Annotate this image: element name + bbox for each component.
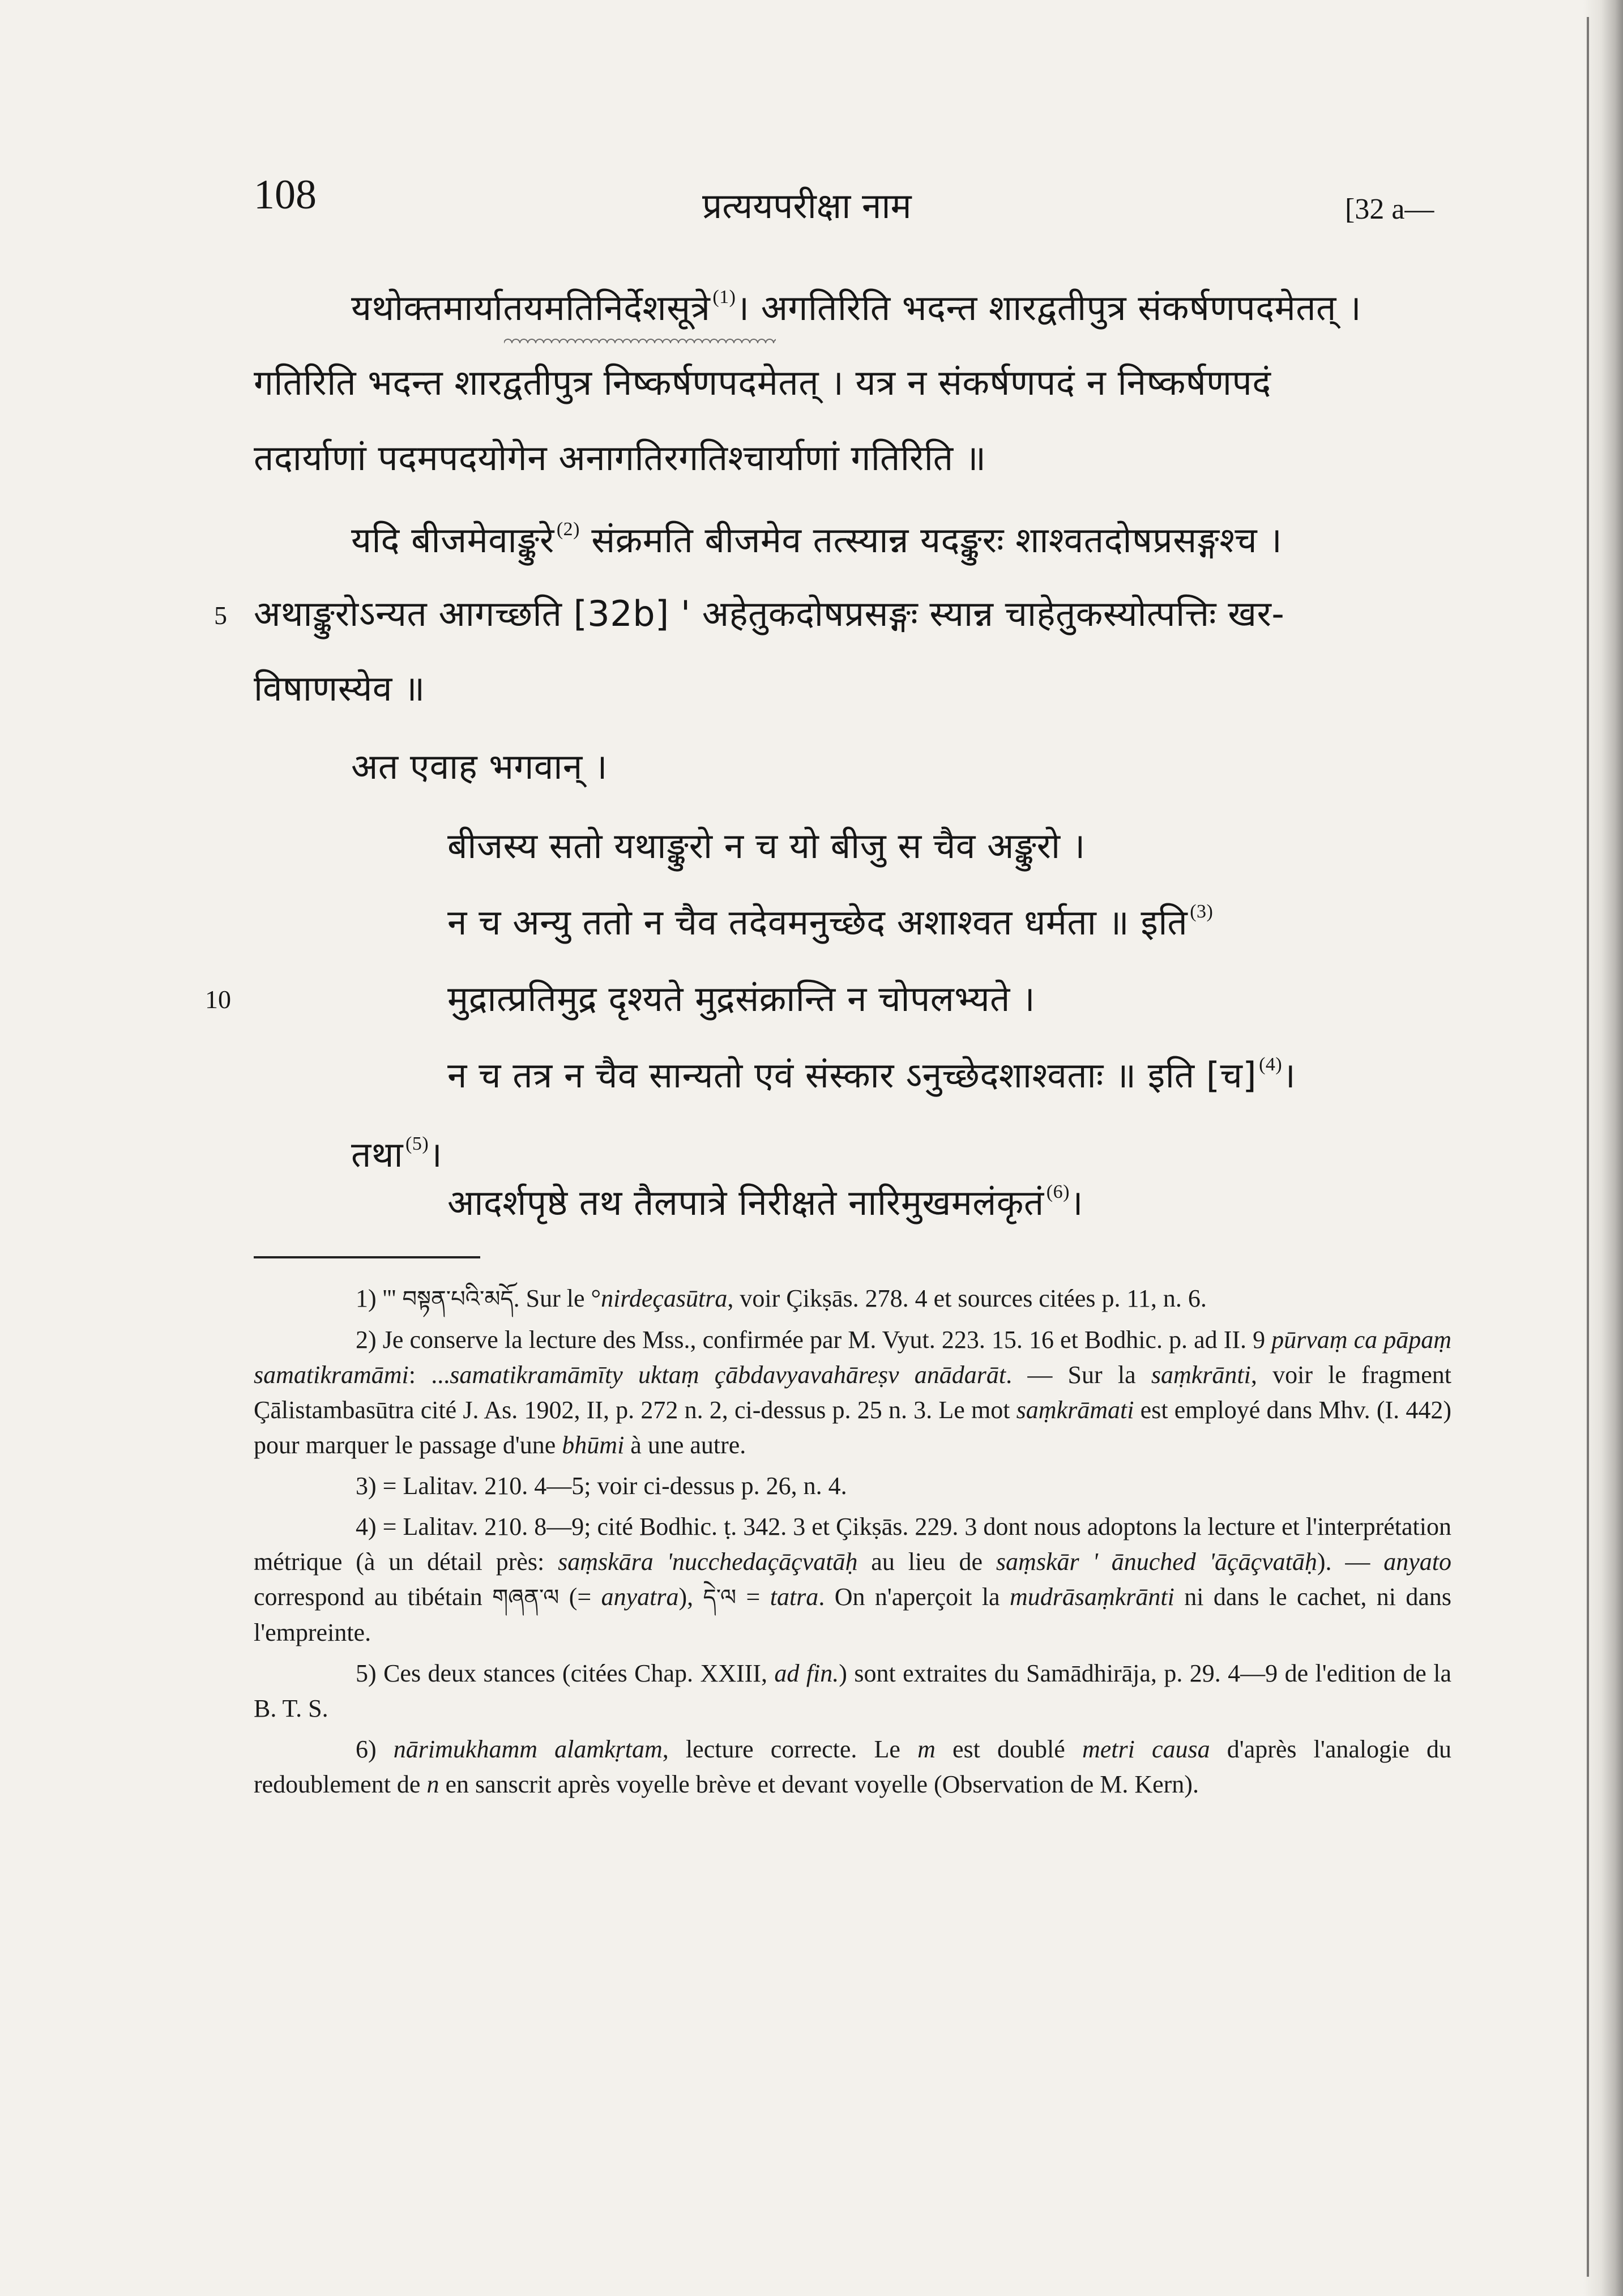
footnote-4: [254, 1509, 1451, 1650]
fn6-number: 6): [356, 1735, 394, 1763]
folio-reference: [32 a—: [1345, 193, 1434, 225]
sanskrit-line-5: अथाङ्कुरोऽन्यत आगच्छति [32b] ' अहेतुकदोषप्रसङ्गः स्यान्न चाहेतुकस्योत्पत्तिः खर-: [254, 593, 1285, 634]
line-number-5: 5: [214, 601, 227, 630]
fn6-text-b: , lecture correcte. Le: [662, 1735, 918, 1763]
running-head: प्रत्ययपरीक्षा नाम: [702, 185, 912, 227]
fn2-text-c: . — Sur la: [1006, 1361, 1151, 1389]
fn4-text-j: ni dans le cachet, ni dans l'empreinte.: [254, 1583, 1451, 1646]
fn4-text-d: correspond au tibétain: [254, 1583, 493, 1611]
sanskrit-line-1b: । अगतिरिति भदन्त शारद्वतीपुत्र संकर्षणपदमेतत् ।: [736, 287, 1362, 328]
sanskrit-line-7: अत एवाह भगवान् ।: [351, 746, 608, 787]
line-number-10: 10: [205, 985, 231, 1014]
fn4-italic-5: tatra: [770, 1583, 819, 1611]
footnote-3: 3) = Lalitav. 210. 4—5; voir ci-dessus p. 26, n. 4.: [356, 1472, 847, 1500]
footnote-marker-1: (1): [712, 287, 736, 308]
fn1-italic-1: nirdeçasūtra: [601, 1284, 728, 1312]
fn2-italic-2: samatikramāmīty uktaṃ çābdavyavahāreṣv anādarāt: [450, 1361, 1006, 1389]
wavy-underline: [504, 335, 776, 343]
fn5-text-b: ) sont extraites du Samādhirāja, p. 29. 4—9 de l'edition de la B. T. S.: [254, 1659, 1452, 1722]
page-number: 108: [254, 172, 317, 218]
fn6-text-d: d'après l'analogie du redoublement de: [254, 1735, 1451, 1798]
footnote-marker-2: (2): [556, 519, 580, 540]
fn6-italic-4: n: [426, 1770, 439, 1798]
sanskrit-line-2: गतिरिति भदन्त शारद्वतीपुत्र निष्कर्षणपदमेतत् । यत्र न संकर्षणपदं न निष्कर्षणपदं: [254, 362, 1271, 403]
scan-edge-line: [1587, 17, 1589, 2277]
fn2-text-f: à une autre.: [624, 1431, 746, 1459]
fn4-italic-4: anyatra: [601, 1583, 679, 1611]
sanskrit-line-1a: यथोक्तमार्यातयमतिनिर्देशसूत्रे: [351, 287, 711, 328]
sanskrit-line-6: विषाणस्येव ॥: [254, 668, 425, 709]
sanskrit-line-3: तदार्याणां पदमपदयोगेन अनागतिरगतिश्चार्याणां गतिरिति ॥: [254, 437, 986, 479]
fn4-tibetan-1: གཞན་ལ: [492, 1585, 559, 1611]
footnote-1: [254, 1281, 1451, 1317]
footnote-2: [254, 1322, 1451, 1463]
fn1-text-a: . Sur le °: [513, 1284, 601, 1312]
fn1-tibetan: བསྟན་པའི་མདོ: [402, 1286, 514, 1312]
sanskrit-line-8: [351, 1130, 442, 1177]
fn4-text-h: . On n'aperçoit la: [818, 1583, 1010, 1611]
fn2-text-e: est employé dans Mhv. (I. 442) pour marquer le passage d'une: [254, 1396, 1451, 1459]
sanskrit-line-4: [351, 515, 1282, 563]
fn4-text-b: au lieu de: [857, 1548, 996, 1576]
footnote-6: [254, 1732, 1451, 1802]
fn2-italic-5: bhūmi: [562, 1431, 625, 1459]
fn2-italic-4: saṃkrāmati: [1016, 1396, 1134, 1424]
fn4-text-f: ),: [678, 1583, 703, 1611]
fn6-text-e: en sanscrit après voyelle brève et devant voyelle (Observation de M. Kern).: [439, 1770, 1199, 1798]
fn4-italic-2: saṃskār ' ānuched 'āçāçvatāḥ: [996, 1548, 1317, 1576]
fn4-text-g: =: [736, 1583, 770, 1611]
fn6-text-c: est doublé: [935, 1735, 1082, 1763]
verse-line-4-text: न च तत्र न चैव सान्यतो एवं संस्कार ऽनुच्छेदशाश्वताः ॥ इति [च]: [447, 1055, 1257, 1096]
sanskrit-line-8-text: तथा: [351, 1134, 404, 1175]
fn1-text-b: , voir Çikṣās. 278. 4 et sources citées p. 11, n. 6.: [727, 1284, 1207, 1312]
fn4-italic-1: saṃskāra 'nucchedaçāçvatāḥ: [558, 1548, 858, 1576]
fn5-italic-1: ad fin.: [774, 1659, 839, 1687]
fn2-text-b: : ...: [408, 1361, 450, 1389]
footnote-marker-6: (6): [1046, 1181, 1070, 1202]
fn5-text-a: 5) Ces deux stances (citées Chap. XXIII,: [356, 1659, 775, 1687]
sanskrit-line-8-danda: ।: [429, 1134, 443, 1175]
fn2-text-a: 2) Je conserve la lecture des Mss., confirmée par M. Vyut. 223. 15. 16 et Bodhic. p. ad II. 9: [356, 1326, 1272, 1354]
fn1-number: 1) ''': [356, 1284, 403, 1312]
fn2-italic-1: pūrvaṃ ca pāpaṃ samatikramāmi: [254, 1326, 1452, 1389]
verse-line-5-danda: ।: [1069, 1182, 1083, 1223]
footnote-rule: [254, 1256, 480, 1258]
footnote-marker-5: (5): [405, 1133, 429, 1154]
fn2-text-d: , voir le fragment Çālistambasūtra cité J. As. 1902, II, p. 272 n. 2, ci-dessus p. 25 n. 3. Le mot: [254, 1361, 1451, 1424]
sanskrit-line-4b: संक्रमति बीजमेव तत्स्यान्न यदङ्कुरः शाश्वतदोषप्रसङ्गश्च ।: [591, 519, 1283, 561]
verse-line-4: [447, 1051, 1296, 1098]
scan-edge-shadow: [1583, 0, 1623, 2296]
fn4-tibetan-2: དེ་ལ: [703, 1585, 737, 1611]
fn2-italic-3: saṃkrānti: [1151, 1361, 1251, 1389]
fn4-italic-6: mudrāsaṃkrānti: [1009, 1583, 1174, 1611]
fn6-italic-2: m: [917, 1735, 936, 1763]
sanskrit-line-1: [351, 283, 1361, 331]
footnotes: [254, 1281, 1451, 1808]
verse-line-5: [447, 1178, 1083, 1226]
footnote-marker-4: (4): [1259, 1054, 1283, 1075]
verse-line-4-danda: ।: [1282, 1055, 1296, 1096]
sanskrit-line-4a: यदि बीजमेवाङ्कुरे: [351, 519, 554, 561]
verse-line-1: बीजस्य सतो यथाङ्कुरो न च यो बीजु स चैव अङ्कुरो ।: [447, 825, 1086, 867]
footnote-marker-3: (3): [1190, 901, 1214, 922]
fn4-text-c: ). —: [1317, 1548, 1384, 1576]
fn6-italic-3: metri causa: [1082, 1735, 1210, 1763]
footnote-5: [254, 1656, 1451, 1726]
verse-line-5-text: आदर्शपृष्ठे तथ तैलपात्रे निरीक्षते नारिमुखमलंकृतं: [447, 1182, 1044, 1223]
fn4-text-a: 4) = Lalitav. 210. 8—9; cité Bodhic. ṭ. 342. 3 et Çikṣās. 229. 3 dont nous adoptons la lecture et l'interprétation métrique (à un détail près:: [254, 1513, 1451, 1576]
verse-line-3: मुद्रात्प्रतिमुद्र दृश्यते मुद्रसंक्रान्ति न चोपलभ्यते ।: [447, 978, 1036, 1019]
verse-line-2-text: न च अन्यु ततो न चैव तदेवमनुच्छेद अशाश्वत धर्मता ॥ इति: [447, 902, 1188, 943]
fn4-italic-3: anyato: [1383, 1548, 1451, 1576]
verse-line-2: [447, 898, 1213, 945]
fn6-italic-1: nārimukhamm alamkṛtam: [393, 1735, 663, 1763]
fn4-text-e: (=: [559, 1583, 601, 1611]
